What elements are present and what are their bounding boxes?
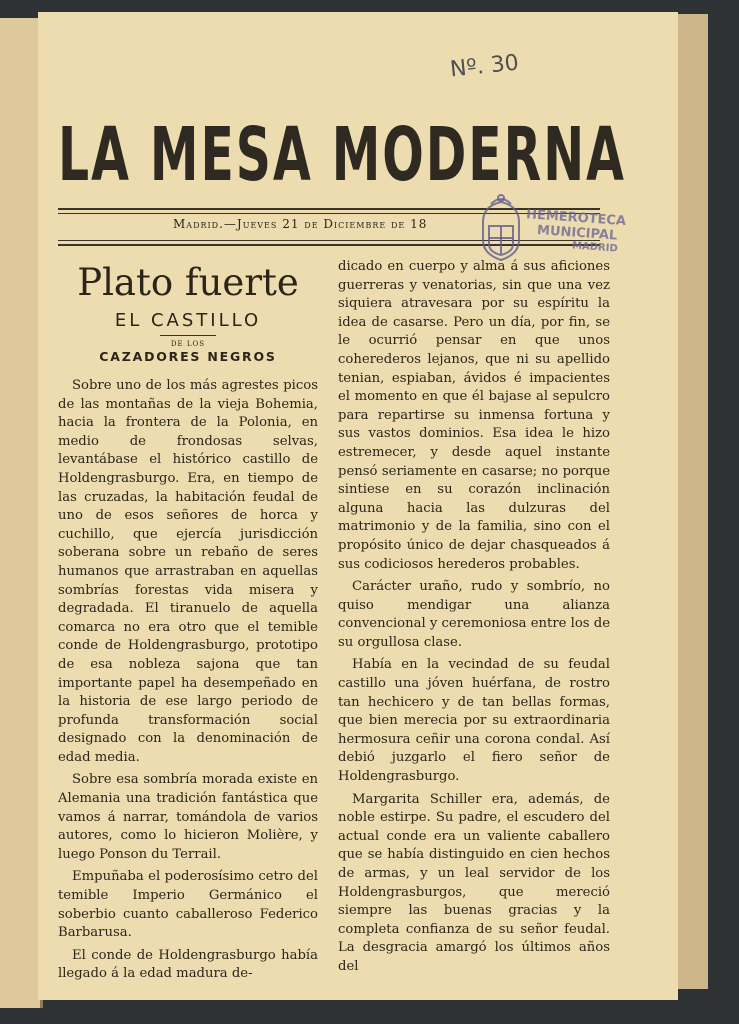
paragraph: Margarita Schiller era, además, de noble estirpe. Su padre, el escudero del actual conde era un valiente caballero que se había distinguido en cien hechos de armas, y un leal servidor de los Holdengrasburgos, que mereció siempre las buenas gracias y la completa confianza de su señor feudal. La desgracia amargó los últimos años del: [338, 791, 610, 974]
dateline: Madrid.—Jueves 21 de Diciembre de 18: [173, 217, 428, 231]
paragraph: Empuñaba el poderosísimo cetro del temible Imperio Germánico el soberbio cuanto caballeroso Federico Barbarusa.: [58, 869, 318, 941]
paragraph: Sobre uno de los más agrestes picos de las montañas de la vieja Bohemia, hacia la frontera de la Polonia, en medio de frondosas selvas, levantábase el histórico castillo de Holdengrasburgo. Era, en tiempo de las cruzadas, la habitación feudal de uno de esos señores de horca y cuchillo, que ejercía jurisdicción soberana sobre un rebaño de seres humanos que arrastraban en aquellas sombrías forestas vida misera y degradada. El tiranuelo de aquella comarca no era otro que el temible conde de Holdengrasburgo, prototipo de esa nobleza sajona que tan importante papel ha desempeñado en la historia de ese largo periodo de profunda transformación social designado con la denominación de edad media.: [58, 378, 318, 765]
article-subtitle: EL CASTILLO: [114, 310, 262, 331]
paragraph: Carácter uraño, rudo y sombrío, no quiso mendigar una alianza convencional y ceremoniosa entre los de su orgullosa clase.: [338, 579, 610, 650]
stamp-line-2: MUNICIPAL: [536, 222, 618, 244]
paragraph: Había en la vecindad de su feudal castillo una jóven huérfana, de rostro tan hechicero y de tan bellas formas, que bien merecia por su extraordinaria hermosura ceñir una corona condal. Así debió juzgarlo el fiero señor de Holdengrasburgo.: [338, 657, 610, 785]
stamp-line-1: HEMEROTECA: [525, 207, 627, 230]
newspaper-page: [38, 12, 678, 1000]
left-column: [58, 256, 318, 988]
library-stamp: [524, 207, 667, 259]
paragraph: dicado en cuerpo y alma á sus aficiones guerreras y venatorias, sin que una vez siquiera atravesara por su espíritu la idea de casarse. Pero un día, por fin, se le ocurrió pensar en que unos coherederos lejanos, que ni su apellido tenian, espiaban, ávidos é impacientes el momento en que él bajase al sepulcro para repartirse su inmensa fortuna y sus vastos dominios. Esa idea le hizo estremecer, y desde aquel instante pensó seriamente en casarse; no porque sintiese en su corazón inclinación alguna hacia las dulzuras del matrimonio y de la familia, sino con el propósito único de dejar chasqueados á sus codiciosos herederos probables.: [338, 259, 610, 572]
paragraph: El conde de Holdengrasburgo había llegado á la edad madura de-: [58, 947, 318, 982]
article-de-los: DE LOS: [170, 340, 206, 348]
masthead-title: LA MESA MODERNA: [58, 112, 626, 198]
paragraph: Sobre esa sombría morada existe en Alemania una tradición fantástica que vamos á narrar, tomándola de varios autores, como lo hicieron Molière, y luego Ponson du Terrail.: [58, 772, 318, 862]
handwritten-issue-number: Nº. 30: [448, 50, 520, 83]
library-seal-icon: [471, 192, 531, 264]
facing-page-edge: [0, 18, 43, 1008]
right-column: [338, 258, 610, 981]
stamp-line-3: MADRID: [571, 240, 619, 255]
article-title: Plato fuerte: [77, 261, 299, 304]
article-subtitle-2: CAZADORES NEGROS: [99, 349, 277, 364]
subtitle-rule: [160, 335, 216, 336]
